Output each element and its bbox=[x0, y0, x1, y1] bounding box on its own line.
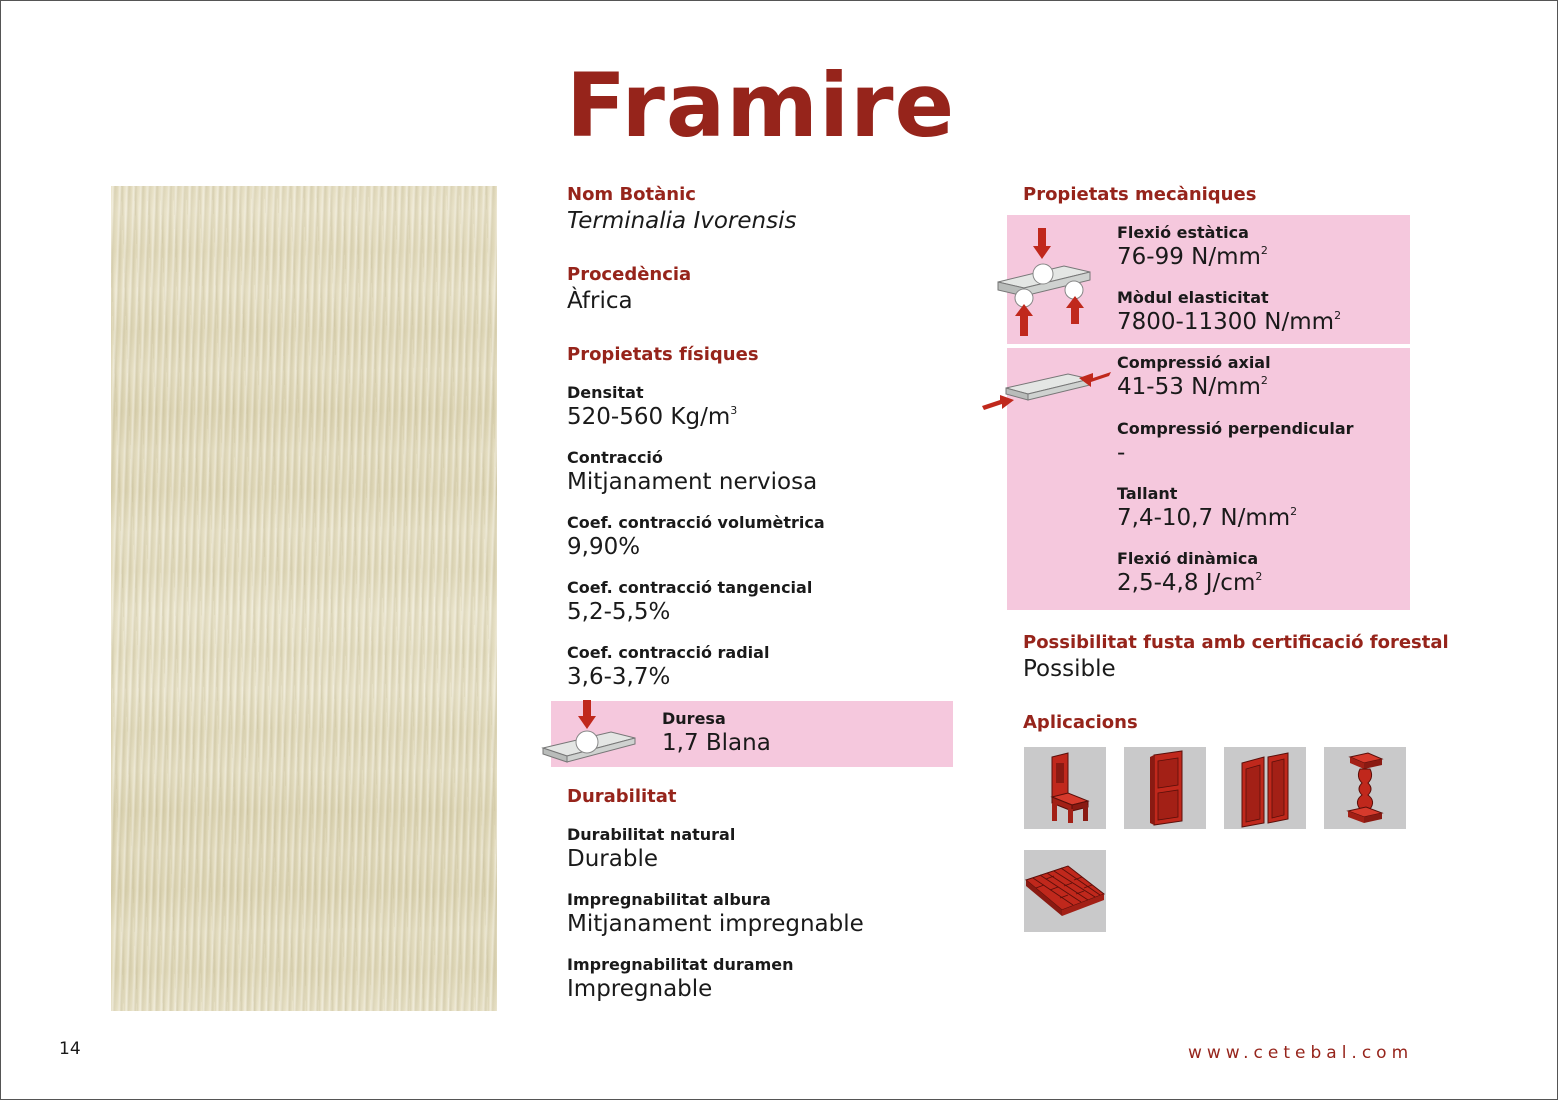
applications-heading: Aplicacions bbox=[1023, 712, 1138, 733]
parquet-floor-icon bbox=[1024, 850, 1106, 932]
radial-coef-value: 3,6-3,7% bbox=[567, 664, 671, 690]
wood-sample-image bbox=[111, 186, 497, 1011]
physical-properties-heading: Propietats físiques bbox=[567, 344, 759, 365]
hardness-test-icon bbox=[539, 696, 639, 772]
durability-heading: Durabilitat bbox=[567, 786, 677, 807]
hardness-value: 1,7 Blana bbox=[662, 730, 771, 756]
perpendicular-compression-value: - bbox=[1117, 440, 1126, 466]
volumetric-coef-label: Coef. contracció volumètrica bbox=[567, 513, 825, 532]
chair-icon bbox=[1024, 747, 1106, 829]
axial-compression-label: Compressió axial bbox=[1117, 353, 1271, 372]
perpendicular-compression-label: Compressió perpendicular bbox=[1117, 419, 1354, 438]
origin-heading: Procedència bbox=[567, 264, 692, 285]
dynamic-bending-label: Flexió dinàmica bbox=[1117, 549, 1259, 568]
sapwood-impregnability-label: Impregnabilitat albura bbox=[567, 890, 771, 909]
tangential-coef-label: Coef. contracció tangencial bbox=[567, 578, 813, 597]
dynamic-bending-value: 2,5-4,8 $J/cm^2$ bbox=[1117, 570, 1263, 596]
page-title: Framire bbox=[566, 54, 956, 157]
shear-value: 7,4-10,7 $N/mm^2$ bbox=[1117, 505, 1298, 531]
certification-value: Possible bbox=[1023, 656, 1116, 682]
elasticity-modulus-label: Mòdul elasticitat bbox=[1117, 288, 1269, 307]
shear-label: Tallant bbox=[1117, 484, 1178, 503]
botanical-name-value: Terminalia Ivorensis bbox=[567, 208, 797, 234]
double-door-icon bbox=[1224, 747, 1306, 829]
density-label: Densitat bbox=[567, 383, 644, 402]
botanical-name-heading: Nom Botànic bbox=[567, 184, 696, 205]
static-bending-icon bbox=[994, 226, 1094, 340]
elasticity-modulus-value: 7800-11300 $N/mm^2$ bbox=[1117, 309, 1342, 335]
sapwood-impregnability-value: Mitjanament impregnable bbox=[567, 911, 864, 937]
natural-durability-value: Durable bbox=[567, 846, 658, 872]
density-value: 520-560 $Kg/m^3$ bbox=[567, 404, 738, 430]
page-number: 14 bbox=[59, 1039, 81, 1059]
certification-heading: Possibilitat fusta amb certificació forestal bbox=[1023, 632, 1449, 653]
footer-url: www.cetebal.com bbox=[1188, 1043, 1414, 1063]
origin-value: Àfrica bbox=[567, 288, 633, 314]
shrinkage-value: Mitjanament nerviosa bbox=[567, 469, 818, 495]
baluster-icon bbox=[1324, 747, 1406, 829]
shrinkage-label: Contracció bbox=[567, 448, 663, 467]
axial-compression-value: 41-53 $N/mm^2$ bbox=[1117, 374, 1268, 400]
volumetric-coef-value: 9,90% bbox=[567, 534, 641, 560]
mechanical-properties-heading: Propietats mecàniques bbox=[1023, 184, 1257, 205]
radial-coef-label: Coef. contracció radial bbox=[567, 643, 770, 662]
natural-durability-label: Durabilitat natural bbox=[567, 825, 736, 844]
static-bending-value: 76-99 $N/mm^2$ bbox=[1117, 244, 1268, 270]
static-bending-label: Flexió estàtica bbox=[1117, 223, 1249, 242]
heartwood-impregnability-label: Impregnabilitat duramen bbox=[567, 955, 794, 974]
heartwood-impregnability-value: Impregnable bbox=[567, 976, 713, 1002]
hardness-label: Duresa bbox=[662, 709, 726, 728]
axial-compression-icon bbox=[980, 362, 1115, 414]
door-icon bbox=[1124, 747, 1206, 829]
tangential-coef-value: 5,2-5,5% bbox=[567, 599, 671, 625]
